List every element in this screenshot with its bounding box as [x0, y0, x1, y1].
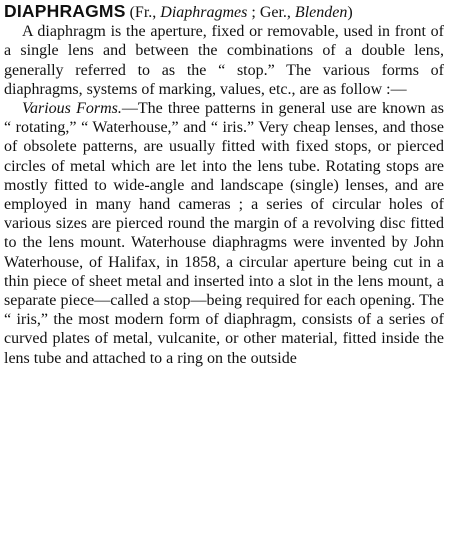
- headword: DIAPHRAGMS: [4, 1, 126, 21]
- intro-paragraph: A diaphragm is the aperture, fixed or removable, used in front of a single lens and between the combinations of a double lens, generally referred to as the “ stop.” The various forms of diaphragms, systems of marking, values, etc., are as follow :—: [4, 23, 444, 98]
- etymology-close: ): [347, 4, 353, 21]
- section-heading-various-forms: Various Forms.: [22, 100, 122, 118]
- document-page: [4, 2, 444, 368]
- etymology-open: (Fr.,: [125, 4, 161, 21]
- forms-paragraph-text: —The three patterns in general use are known as “ rotating,” “ Waterhouse,” and “ iris.” Very cheap lenses, and those of obsolete patterns, are usually fitted with fixed stops, or pierced circles of metal which are let into the lens tube. Rotating stops are mostly fitted to wide-angle and landscape (single) lenses, and are employed in many hand cameras ; a series of circular holes of various sizes are pierced round the margin of a revolving disc fitted to the lens mount. Waterhouse diaphragms were invented by John Waterhouse, of Halifax, in 1858, a circular aperture being cut in a thin piece of sheet metal and inserted into a slot in the lens mount, a separate piece—called a stop—being required for each opening. The “ iris,” the most modern form of diaphragm, consists of a series of curved plates of metal, vulcanite, or other material, fitted inside the lens tube and attached to a ring on the outside: [4, 100, 444, 367]
- forms-paragraph: [4, 99, 444, 368]
- german-term: Blenden: [294, 4, 348, 21]
- etymology-mid: ; Ger.,: [247, 4, 295, 21]
- french-term: Diaphragmes: [160, 4, 248, 21]
- entry-heading: [4, 2, 444, 22]
